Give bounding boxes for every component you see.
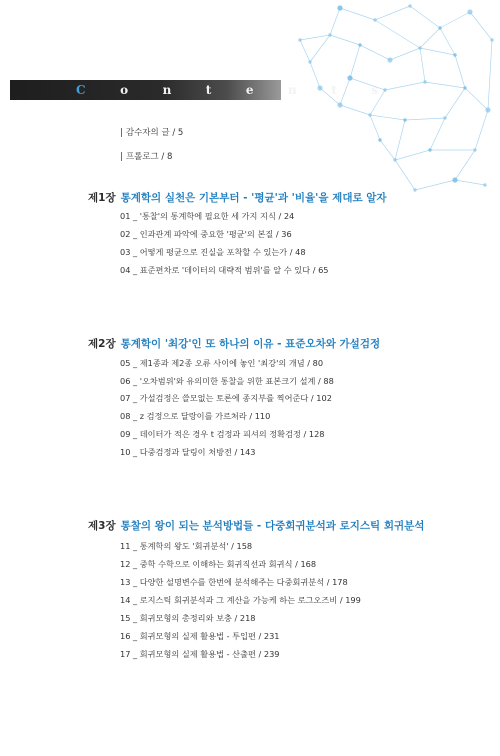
toc-item[interactable]: 04 _ 표준편차로 '데이터의 대략적 범위'를 알 수 있다 / 65 [120, 265, 329, 275]
toc-item[interactable]: 11 _ 통계학의 왕도 '회귀분석' / 158 [120, 541, 253, 551]
toc-item[interactable]: 14 _ 로지스틱 회귀분석과 그 계산을 가능케 하는 로그오즈비 / 199 [120, 595, 361, 605]
toc-item[interactable]: 13 _ 다양한 설명변수를 한번에 분석해주는 다중회귀분석 / 178 [120, 577, 348, 587]
toc-item[interactable]: 08 _ z 검정으로 달랑이를 가르쳐라 / 110 [120, 411, 271, 421]
toc-item[interactable]: 07 _ 가설검정은 쓸모없는 토론에 종지부를 찍어준다 / 102 [120, 393, 332, 403]
chapter-heading[interactable]: 제2장 통계학이 '최강'인 또 하나의 이유 - 표준오차와 가설검정 [88, 338, 381, 350]
contents-heading: Contents [76, 83, 413, 97]
toc-item[interactable]: 12 _ 중학 수학으로 이해하는 회귀직선과 회귀식 / 168 [120, 559, 317, 569]
toc-item[interactable]: 03 _ 어떻게 평균으로 진실을 포착할 수 있는가 / 48 [120, 247, 306, 257]
network-graphic [280, 0, 500, 200]
toc-item[interactable]: 09 _ 데이터가 적은 경우 t 검정과 피셔의 정확검정 / 128 [120, 429, 325, 439]
chapter-heading[interactable]: 제3장 통찰의 왕이 되는 분석방법들 - 다중회귀분석과 로지스틱 회귀분석 [88, 520, 425, 532]
toc-item[interactable]: 16 _ 회귀모형의 실제 활용법 - 투입편 / 231 [120, 631, 280, 641]
toc-item[interactable]: 17 _ 회귀모형의 실제 활용법 - 산출편 / 239 [120, 649, 280, 659]
toc-item[interactable]: 05 _ 제1종과 제2종 오류 사이에 놓인 '최강'의 개념 / 80 [120, 358, 324, 368]
toc-item[interactable]: 02 _ 인과관계 파악에 중요한 '평균'의 본질 / 36 [120, 229, 292, 239]
toc-item[interactable]: 15 _ 회귀모형의 총정리와 보충 / 218 [120, 613, 256, 623]
toc-item[interactable]: 06 _ '오차범위'와 유의미한 통찰을 위한 표본크기 설계 / 88 [120, 376, 334, 386]
toc-item[interactable]: 10 _ 다중검정과 달링이 처방전 / 143 [120, 447, 256, 457]
toc-item[interactable]: 01 _ '통찰'의 통계학에 필요한 세 가지 지식 / 24 [120, 211, 295, 221]
front-matter-item[interactable]: | 감수자의 글 / 5 [120, 128, 184, 138]
front-matter-item[interactable]: | 프롤로그 / 8 [120, 152, 173, 162]
chapter-heading[interactable]: 제1장 통계학의 실천은 기본부터 - '평균'과 '비율'을 제대로 알자 [88, 192, 387, 204]
